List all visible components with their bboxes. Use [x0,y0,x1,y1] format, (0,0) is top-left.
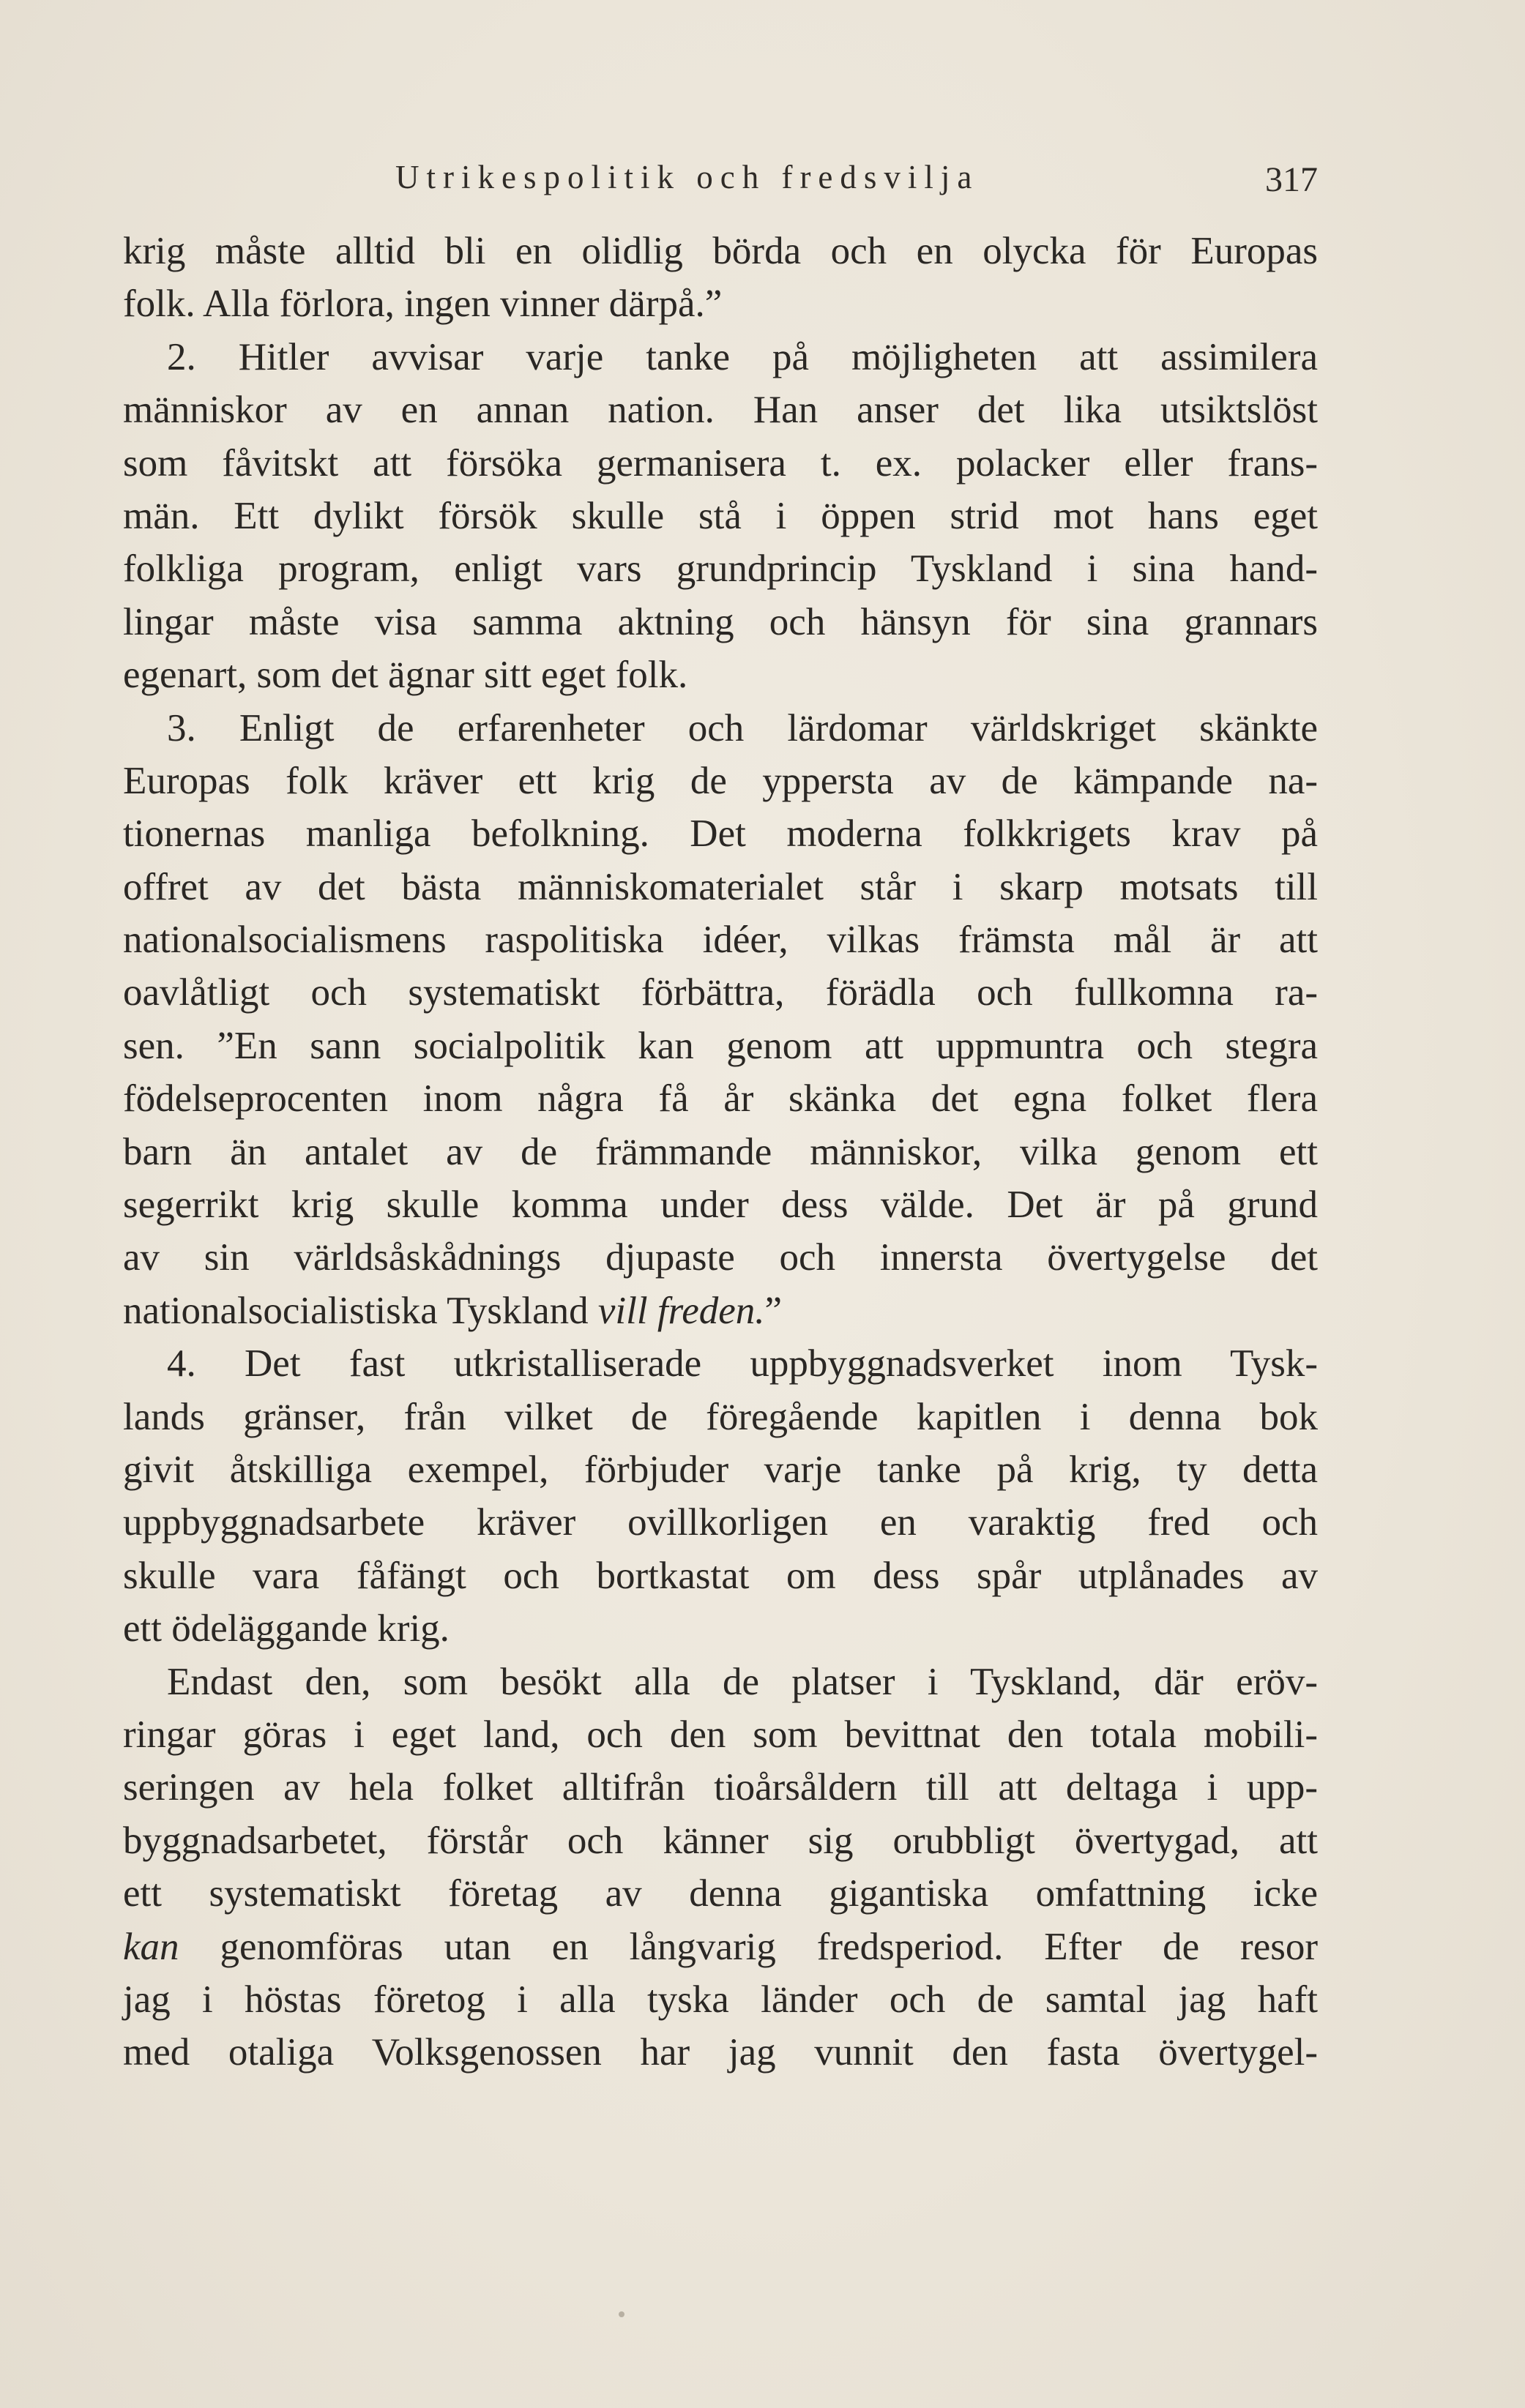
emphasis-text: vill freden. [597,1289,765,1332]
text-line: skulle vara fåfängt och bortkastat om dess spår utplånades av [123,1554,1318,1597]
text-line: barn än antalet av de främmande människor, vilka genom ett [123,1130,1318,1173]
text-line: jag i höstas företog i alla tyska länder och de samtal jag haft [123,1978,1318,2021]
text-line: ett ödeläggande krig. [123,1607,450,1650]
text-line: givit åtskilliga exempel, förbjuder varje tanke på krig, ty detta [123,1448,1318,1491]
text-line: människor av en annan nation. Han anser det lika utsiktslöst [123,389,1318,432]
text-line: lingar måste visa samma aktning och hänsyn för sina grannars [123,600,1318,643]
text-line: Europas folk kräver ett krig de yppersta av de kämpande na- [123,759,1318,802]
page-header [123,155,1318,199]
text-line: 4. Det fast utkristalliserade uppbyggnadsverket inom Tysk- [167,1342,1318,1386]
text-line: 3. Enligt de erfarenheter och lärdomar världskriget skänkte [167,706,1318,749]
text-line: offret av det bästa människomaterialet står i skarp motsats till [123,865,1318,908]
text-line: tionernas manliga befolkning. Det moderna folkkrigets krav på [123,812,1318,856]
text-line: folk. Alla förlora, ingen vinner därpå.” [123,283,723,326]
text-line: krig måste alltid bli en olidlig börda och en olycka för Europas [123,230,1318,272]
running-title: Utrikespolitik och fredsvilja [395,159,980,195]
text-line: nationalsocialistiska Tyskland vill freden.” [123,1289,783,1332]
text-line: lands gränser, från vilket de föregående kapitlen i denna bok [123,1395,1318,1438]
text-line: födelseprocenten inom några få år skänka det egna folket flera [123,1077,1318,1121]
text-line: segerrikt krig skulle komma under dess välde. Det är på grund [123,1184,1318,1227]
text-line: byggnadsarbetet, förstår och känner sig orubbligt övertygad, att [123,1819,1318,1862]
text-line: ett systematiskt företag av denna gigantiska omfattning icke [123,1872,1318,1915]
text-line: med otaliga Volksgenossen har jag vunnit den fasta övertygel- [123,2031,1318,2074]
text-line: män. Ett dylikt försök skulle stå i öppen strid mot hans eget [123,494,1318,537]
text-line: egenart, som det ägnar sitt eget folk. [123,654,688,697]
text-line: uppbyggnadsarbete kräver ovillkorligen en varaktig fred och [123,1501,1318,1544]
text-line: oavlåtligt och systematiskt förbättra, förädla och fullkomna ra- [123,971,1318,1014]
text-line: 2. Hitler avvisar varje tanke på möjligheten att assimilera [167,335,1318,378]
body-text [123,225,1318,2079]
emphasis-text: kan [123,1925,179,1968]
text-line: sen. ”En sann socialpolitik kan genom att uppmuntra och stegra [123,1024,1318,1067]
text-line: som fåvitskt att försöka germanisera t. ex. polacker eller frans- [123,441,1318,485]
paper-speck [619,2311,624,2317]
text-line: Endast den, som besökt alla de platser i Tyskland, där eröv- [167,1660,1318,1703]
text-line: kan genomföras utan en långvarig fredsperiod. Efter de resor [123,1925,1318,1968]
page-number: 317 [1265,160,1318,199]
text-line: nationalsocialismens raspolitiska idéer, vilkas främsta mål är att [123,919,1318,962]
text-line: folkliga program, enligt vars grundprincip Tyskland i sina hand- [123,547,1318,591]
text-line: av sin världsåskådnings djupaste och innersta övertygelse det [123,1236,1318,1279]
text-line: ringar göras i eget land, och den som bevittnat den totala mobili- [123,1713,1318,1756]
text-line: seringen av hela folket alltifrån tioårsåldern till att deltaga i upp- [123,1766,1318,1809]
